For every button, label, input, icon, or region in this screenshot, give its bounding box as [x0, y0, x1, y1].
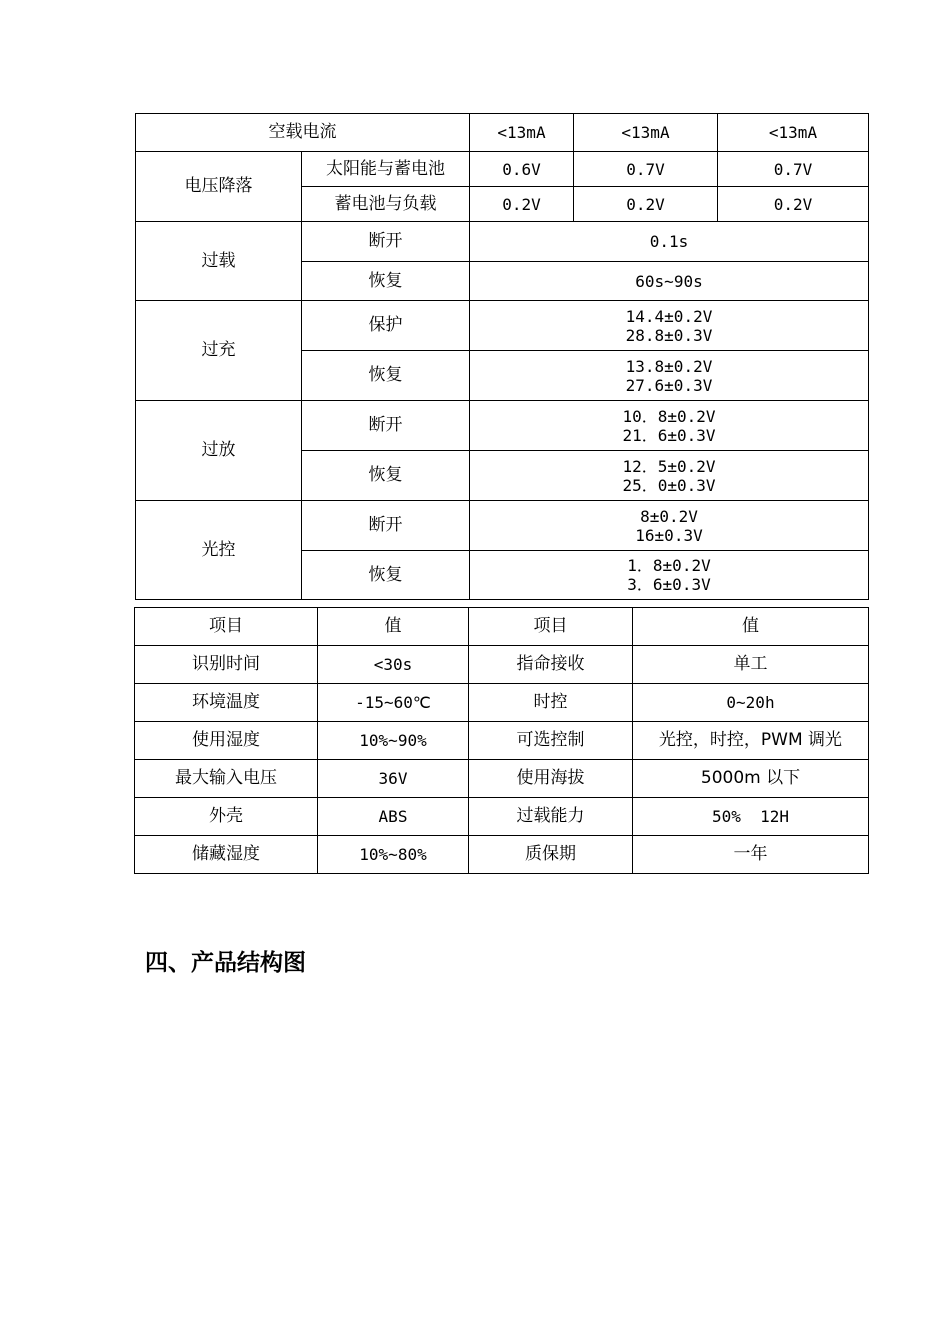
value-cell: 0.2V [470, 187, 574, 222]
item-cell: 储藏湿度 [135, 836, 318, 874]
column-header: 项目 [469, 608, 633, 646]
value-cell: 单工 [633, 646, 869, 684]
value-cell: ABS [318, 798, 469, 836]
sub-label: 断开 [302, 401, 470, 451]
group-label: 过充 [136, 301, 302, 401]
no-load-current-row [136, 114, 869, 152]
value-line: 28.8±0.3V [625, 325, 713, 345]
value-cell [470, 301, 869, 351]
value-cell: 一年 [633, 836, 869, 874]
item-cell: 外壳 [135, 798, 318, 836]
table-row [135, 836, 869, 874]
value-cell [470, 401, 869, 451]
value-cell: 60s~90s [470, 262, 869, 301]
value-line: 16±0.3V [635, 525, 703, 545]
value-line: 10．8±0.2V [622, 406, 716, 426]
value-cell: <13mA [574, 114, 718, 152]
value-cell [470, 351, 869, 401]
item-cell: 使用海拔 [469, 760, 633, 798]
light-control-row [136, 501, 869, 551]
general-spec-table [134, 607, 869, 874]
value-line: 27.6±0.3V [625, 375, 713, 395]
table-row [135, 798, 869, 836]
table-row [135, 760, 869, 798]
value-cell: 10%~90% [318, 722, 469, 760]
sub-label: 断开 [302, 501, 470, 551]
value-cell [470, 551, 869, 600]
sub-label: 恢复 [302, 351, 470, 401]
value-cell: 0~20h [633, 684, 869, 722]
column-header: 值 [318, 608, 469, 646]
value-cell: 0.7V [718, 152, 869, 187]
value-cell: <13mA [718, 114, 869, 152]
value-cell: 0.7V [574, 152, 718, 187]
section-heading: 四、产品结构图 [145, 950, 306, 976]
sub-label: 太阳能与蓄电池 [302, 152, 470, 187]
value-line: 8±0.2V [640, 506, 698, 526]
value-cell: 0.1s [470, 222, 869, 262]
item-cell: 时控 [469, 684, 633, 722]
item-cell: 可选控制 [469, 722, 633, 760]
sub-label: 恢复 [302, 551, 470, 600]
voltage-drop-row [136, 152, 869, 187]
value-cell: -15~60℃ [318, 684, 469, 722]
value-cell: 10%~80% [318, 836, 469, 874]
table-row [135, 646, 869, 684]
value-cell: 0.6V [470, 152, 574, 187]
group-label: 光控 [136, 501, 302, 600]
item-cell: 使用湿度 [135, 722, 318, 760]
value-cell [470, 501, 869, 551]
value-cell: 36V [318, 760, 469, 798]
group-label: 过放 [136, 401, 302, 501]
value-cell: <30s [318, 646, 469, 684]
value-cell: 50% 12H [633, 798, 869, 836]
group-label: 过载 [136, 222, 302, 301]
item-cell: 环境温度 [135, 684, 318, 722]
value-cell: <13mA [470, 114, 574, 152]
sub-label: 恢复 [302, 262, 470, 301]
column-header: 项目 [135, 608, 318, 646]
value-cell: 0.2V [718, 187, 869, 222]
value-line: 13.8±0.2V [625, 356, 713, 376]
table-row [135, 684, 869, 722]
controller-spec-table [135, 113, 869, 600]
header-row [135, 608, 869, 646]
value-line: 14.4±0.2V [625, 306, 713, 326]
item-cell: 最大输入电压 [135, 760, 318, 798]
sub-label: 保护 [302, 301, 470, 351]
value-cell [470, 451, 869, 501]
value-line: 1．8±0.2V [627, 556, 711, 575]
value-line: 3．6±0.3V [627, 575, 711, 594]
value-line: 21．6±0.3V [622, 425, 716, 445]
value-cell: 光控，时控，PWM 调光 [633, 722, 869, 760]
sub-label: 恢复 [302, 451, 470, 501]
item-cell: 过载能力 [469, 798, 633, 836]
value-cell: 5000m 以下 [633, 760, 869, 798]
column-header: 值 [633, 608, 869, 646]
value-line: 12．5±0.2V [622, 456, 716, 476]
value-line: 25．0±0.3V [622, 475, 716, 495]
sub-label: 蓄电池与负载 [302, 187, 470, 222]
sub-label: 断开 [302, 222, 470, 262]
value-cell: 0.2V [574, 187, 718, 222]
item-cell: 质保期 [469, 836, 633, 874]
row-label: 空载电流 [136, 114, 470, 152]
table-row [135, 722, 869, 760]
overcharge-row [136, 301, 869, 351]
item-cell: 指命接收 [469, 646, 633, 684]
item-cell: 识别时间 [135, 646, 318, 684]
overdischarge-row [136, 401, 869, 451]
group-label: 电压降落 [136, 152, 302, 222]
overload-row [136, 222, 869, 262]
